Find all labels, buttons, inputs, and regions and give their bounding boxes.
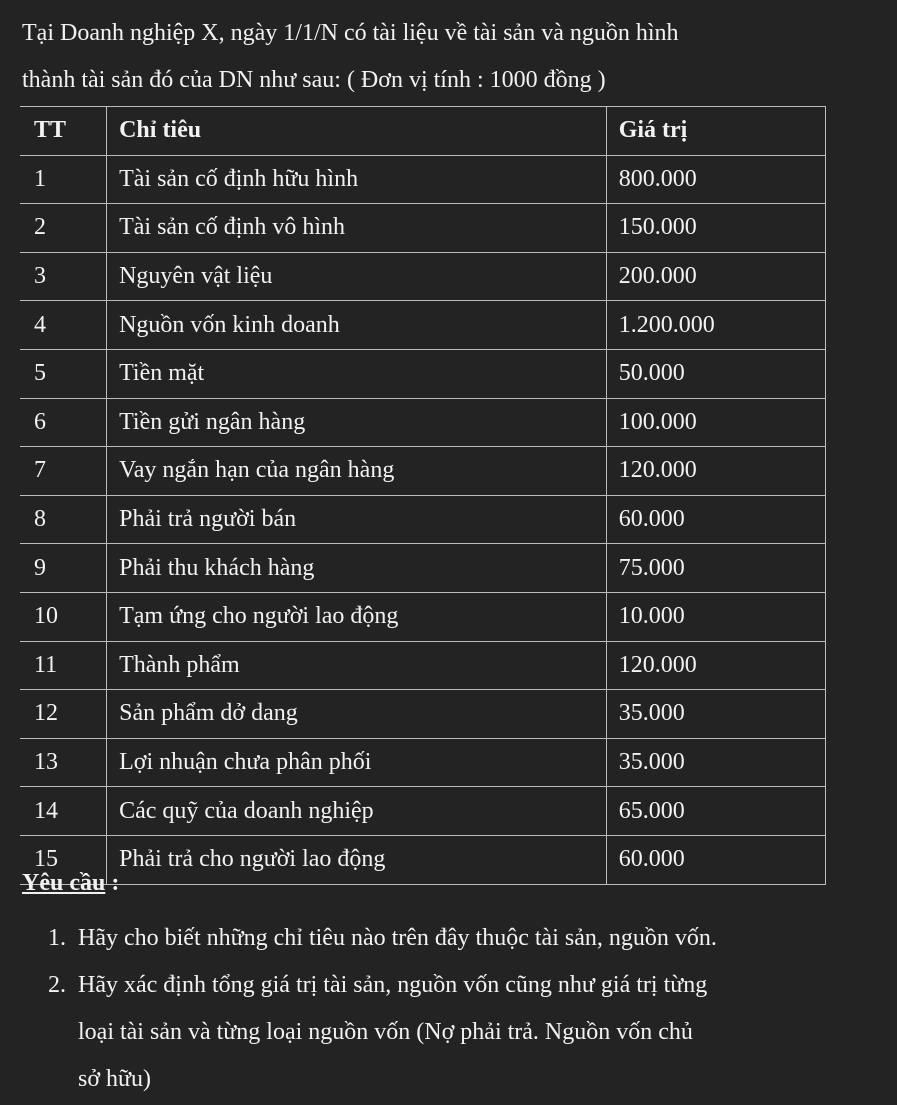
row-chi-tieu: Phải trả người bán <box>107 495 607 544</box>
row-gia-tri: 1.200.000 <box>606 301 825 350</box>
requirement-text: Hãy cho biết những chỉ tiêu nào trên đây thuộc tài sản, nguồn vốn. <box>78 925 717 951</box>
row-tt: 15 <box>20 835 107 884</box>
table-row <box>20 301 826 350</box>
row-gia-tri: 75.000 <box>606 544 825 593</box>
row-tt: 14 <box>20 787 107 836</box>
requirement-text: Hãy xác định tổng giá trị tài sản, nguồn vốn cũng như giá trị từng <box>78 972 708 998</box>
table-row <box>20 447 826 496</box>
requirement-number: 2. <box>48 972 66 998</box>
table-row <box>20 690 826 739</box>
row-chi-tieu: Tiền gửi ngân hàng <box>107 398 607 447</box>
row-chi-tieu: Tạm ứng cho người lao động <box>107 592 607 641</box>
row-gia-tri: 60.000 <box>606 835 825 884</box>
row-gia-tri: 200.000 <box>606 252 825 301</box>
row-chi-tieu: Phải thu khách hàng <box>107 544 607 593</box>
table-row <box>20 787 826 836</box>
requirements-title <box>22 870 119 897</box>
requirements-list <box>48 915 848 1103</box>
row-gia-tri: 800.000 <box>606 155 825 204</box>
intro-line-1: Tại Doanh nghiệp X, ngày 1/1/N có tài liệu về tài sản và nguồn hình <box>22 20 679 46</box>
table-row <box>20 495 826 544</box>
row-tt: 13 <box>20 738 107 787</box>
row-chi-tieu: Tiền mặt <box>107 349 607 398</box>
table-row <box>20 544 826 593</box>
row-gia-tri: 50.000 <box>606 349 825 398</box>
table-row <box>20 155 826 204</box>
table-row <box>20 398 826 447</box>
row-chi-tieu: Vay ngắn hạn của ngân hàng <box>107 447 607 496</box>
requirement-item-2-continuation-2: sở hữu) <box>78 1066 152 1092</box>
requirements-title-text: Yêu cầu <box>22 870 106 896</box>
table-row <box>20 738 826 787</box>
row-tt: 3 <box>20 252 107 301</box>
row-tt: 8 <box>20 495 107 544</box>
row-tt: 11 <box>20 641 107 690</box>
row-gia-tri: 60.000 <box>606 495 825 544</box>
table-row <box>20 252 826 301</box>
row-gia-tri: 100.000 <box>606 398 825 447</box>
row-tt: 5 <box>20 349 107 398</box>
table-row <box>20 349 826 398</box>
row-tt: 7 <box>20 447 107 496</box>
requirement-item-2 <box>48 962 848 1009</box>
row-tt: 6 <box>20 398 107 447</box>
table-row <box>20 592 826 641</box>
row-tt: 12 <box>20 690 107 739</box>
row-chi-tieu: Nguyên vật liệu <box>107 252 607 301</box>
row-gia-tri: 35.000 <box>606 738 825 787</box>
row-chi-tieu: Thành phẩm <box>107 641 607 690</box>
row-gia-tri: 120.000 <box>606 447 825 496</box>
header-chi-tieu: Chỉ tiêu <box>107 107 607 156</box>
intro-paragraph <box>22 10 882 104</box>
requirement-number: 1. <box>48 925 66 951</box>
header-tt: TT <box>20 107 107 156</box>
table-row <box>20 835 826 884</box>
requirements-title-suffix: : <box>105 870 120 896</box>
table-row <box>20 204 826 253</box>
asset-table <box>20 106 826 885</box>
row-tt: 2 <box>20 204 107 253</box>
table-header-row <box>20 107 826 156</box>
row-tt: 4 <box>20 301 107 350</box>
row-chi-tieu: Sản phẩm dở dang <box>107 690 607 739</box>
row-chi-tieu: Phải trả cho người lao động <box>107 835 607 884</box>
row-chi-tieu: Nguồn vốn kinh doanh <box>107 301 607 350</box>
row-gia-tri: 10.000 <box>606 592 825 641</box>
row-tt: 1 <box>20 155 107 204</box>
intro-line-2: thành tài sản đó của DN như sau: ( Đơn vị tính : 1000 đồng ) <box>22 67 606 93</box>
row-chi-tieu: Tài sản cố định hữu hình <box>107 155 607 204</box>
row-gia-tri: 65.000 <box>606 787 825 836</box>
row-gia-tri: 120.000 <box>606 641 825 690</box>
header-gia-tri: Giá trị <box>606 107 825 156</box>
row-gia-tri: 150.000 <box>606 204 825 253</box>
row-chi-tieu: Lợi nhuận chưa phân phối <box>107 738 607 787</box>
row-chi-tieu: Tài sản cố định vô hình <box>107 204 607 253</box>
requirement-item-1 <box>48 915 848 962</box>
row-gia-tri: 35.000 <box>606 690 825 739</box>
requirement-item-2-continuation-1: loại tài sản và từng loại nguồn vốn (Nợ phải trả. Nguồn vốn chủ <box>78 1019 693 1045</box>
row-tt: 10 <box>20 592 107 641</box>
table-row <box>20 641 826 690</box>
row-tt: 9 <box>20 544 107 593</box>
row-chi-tieu: Các quỹ của doanh nghiệp <box>107 787 607 836</box>
